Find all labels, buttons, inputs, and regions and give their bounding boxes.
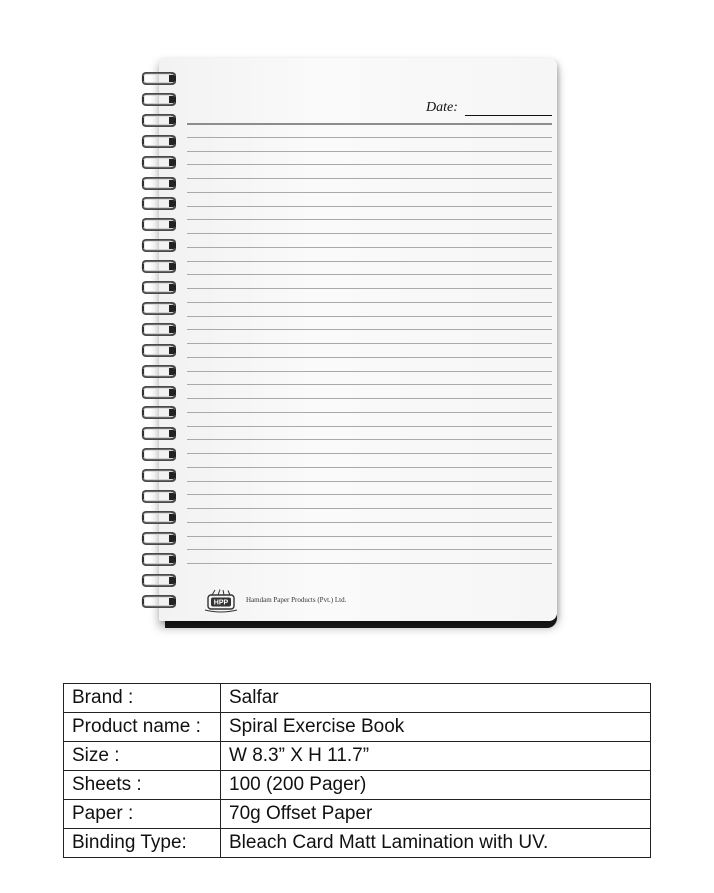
ruled-line <box>187 508 552 509</box>
spiral-ring-icon <box>141 406 177 419</box>
spiral-ring-icon <box>141 365 177 378</box>
ruled-line <box>187 316 552 317</box>
spiral-ring-icon <box>141 156 177 169</box>
ruled-line <box>187 329 552 330</box>
spiral-ring-icon <box>141 469 177 482</box>
ruled-line <box>187 123 552 125</box>
spec-row <box>64 800 651 829</box>
ruled-line <box>187 357 552 358</box>
spec-label: Brand : <box>64 684 221 713</box>
spiral-ring-icon <box>141 386 177 399</box>
spiral-ring-icon <box>141 177 177 190</box>
spiral-ring-icon <box>141 114 177 127</box>
spiral-ring-icon <box>141 574 177 587</box>
spiral-ring-icon <box>141 490 177 503</box>
spiral-ring-icon <box>141 595 177 608</box>
ruled-line <box>187 343 552 344</box>
spiral-ring-icon <box>141 239 177 252</box>
ruled-line <box>187 384 552 385</box>
ruled-line <box>187 137 552 138</box>
spec-value: Spiral Exercise Book <box>221 713 651 742</box>
ruled-line <box>187 192 552 193</box>
spiral-ring-icon <box>141 448 177 461</box>
spec-row <box>64 713 651 742</box>
ruled-line <box>187 398 552 399</box>
spiral-ring-icon <box>141 72 177 85</box>
ruled-line <box>187 522 552 523</box>
ruled-line <box>187 206 552 207</box>
spiral-ring-icon <box>141 532 177 545</box>
notebook-page <box>159 58 557 621</box>
spec-value: 100 (200 Pager) <box>221 771 651 800</box>
spec-label: Binding Type: <box>64 829 221 858</box>
logo-lettering: HPP <box>213 599 229 607</box>
spiral-notebook <box>139 58 559 628</box>
date-label: Date: <box>426 100 458 115</box>
spiral-ring-icon <box>141 260 177 273</box>
ruled-line <box>187 536 552 537</box>
spec-value: W 8.3” X H 11.7” <box>221 742 651 771</box>
spec-row <box>64 742 651 771</box>
spec-label: Product name : <box>64 713 221 742</box>
ruled-line <box>187 549 552 550</box>
date-underline <box>465 115 552 116</box>
spec-table <box>63 683 651 858</box>
ruled-line <box>187 151 552 152</box>
ruled-line <box>187 371 552 372</box>
ruled-line <box>187 467 552 468</box>
ruled-line <box>187 288 552 289</box>
spec-value: 70g Offset Paper <box>221 800 651 829</box>
ruled-line <box>187 219 552 220</box>
ruled-line <box>187 494 552 495</box>
spiral-ring-icon <box>141 511 177 524</box>
spec-value: Bleach Card Matt Lamination with UV. <box>221 829 651 858</box>
spiral-ring-icon <box>141 344 177 357</box>
spec-row <box>64 684 651 713</box>
spiral-ring-icon <box>141 427 177 440</box>
ruled-line <box>187 426 552 427</box>
ruled-line <box>187 439 552 440</box>
ruled-line <box>187 412 552 413</box>
ruled-line <box>187 233 552 234</box>
spec-row <box>64 771 651 800</box>
spec-label: Paper : <box>64 800 221 829</box>
spiral-ring-icon <box>141 553 177 566</box>
ruled-line <box>187 164 552 165</box>
spec-value: Salfar <box>221 684 651 713</box>
hpp-logo-icon <box>203 589 239 613</box>
spiral-ring-icon <box>141 197 177 210</box>
spiral-ring-icon <box>141 323 177 336</box>
ruled-line <box>187 274 552 275</box>
ruled-line <box>187 247 552 248</box>
spec-row <box>64 829 651 858</box>
ruled-line <box>187 261 552 262</box>
ruled-line <box>187 453 552 454</box>
ruled-line <box>187 481 552 482</box>
company-name: Hamdam Paper Products (Pvt.) Ltd. <box>246 596 347 604</box>
spiral-ring-icon <box>141 281 177 294</box>
spiral-ring-icon <box>141 135 177 148</box>
spec-label: Sheets : <box>64 771 221 800</box>
spiral-ring-icon <box>141 302 177 315</box>
ruled-line <box>187 302 552 303</box>
spiral-ring-icon <box>141 218 177 231</box>
spec-label: Size : <box>64 742 221 771</box>
spiral-ring-icon <box>141 93 177 106</box>
ruled-line <box>187 563 552 564</box>
ruled-line <box>187 178 552 179</box>
